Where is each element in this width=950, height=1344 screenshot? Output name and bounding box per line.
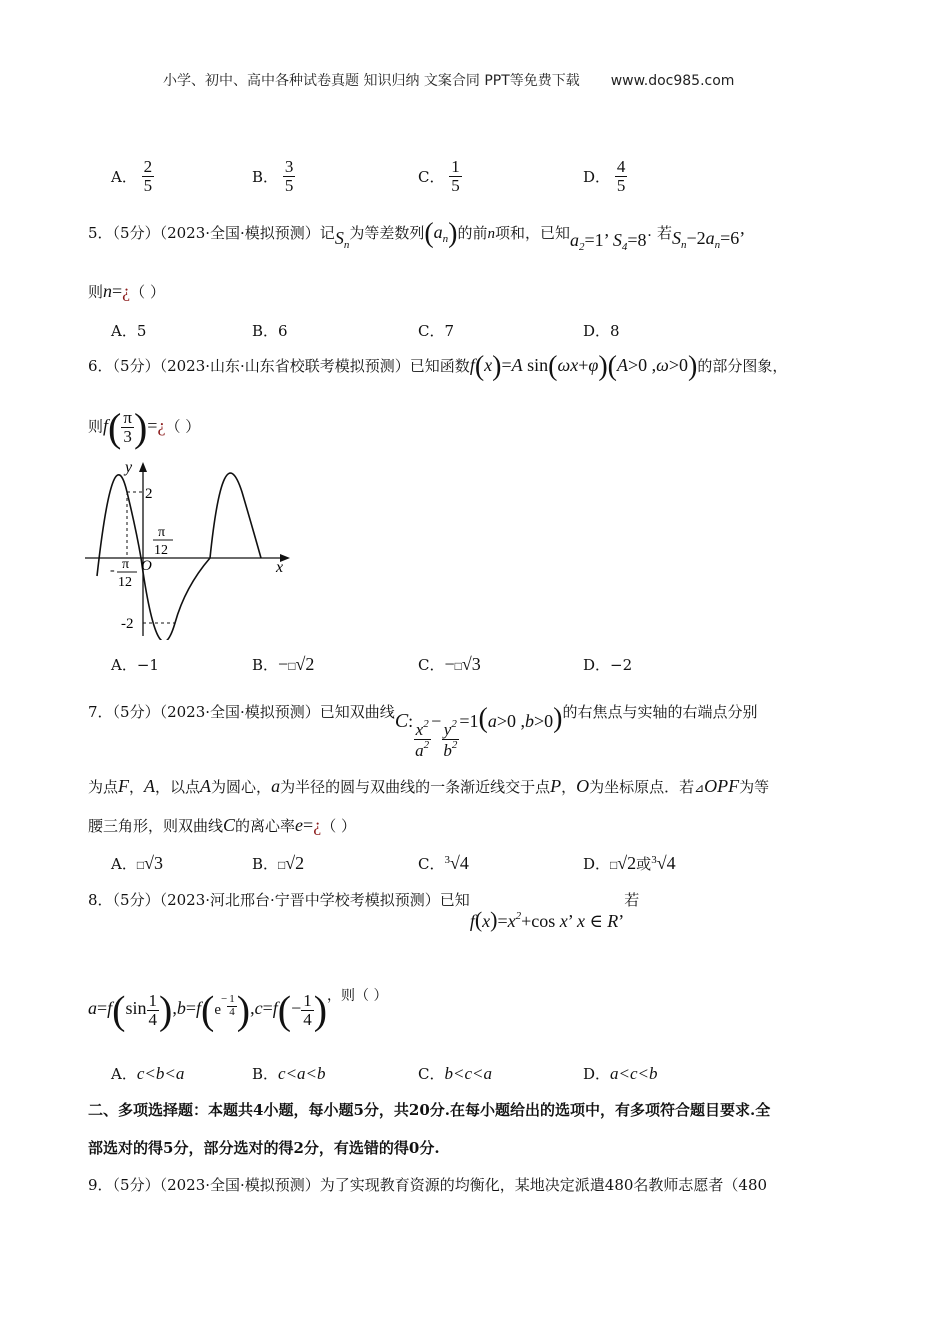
option-math: b<c<a — [444, 1064, 492, 1083]
q7-option-b[interactable]: B．□√2 — [252, 853, 305, 873]
q7-text: 为等 — [739, 778, 770, 796]
q7-text: 为坐标原点．若 — [589, 778, 695, 796]
q7-text: 腰三角形，则双曲线 — [88, 817, 224, 835]
fraction-numerator: 4 — [616, 157, 626, 176]
option-label: C． — [418, 656, 445, 674]
option-label: C． — [418, 167, 445, 186]
q8-then: ，则（ ） — [327, 988, 388, 1004]
q7-line1: 7．（5分）（2023·全国·模拟预测）已知双曲线C: $\frac{x^2}{a^2}$ − $\frac{y^2}{b^2}$ =1(a>0 ,b>0)的右焦点与实轴的右端点分别 — [88, 703, 758, 760]
q5-option-a[interactable]: A．5 — [111, 322, 147, 340]
q7-option-c[interactable]: C．$^3$√4 — [418, 853, 469, 873]
q7-text: 为点 — [88, 778, 119, 796]
q7-option-d[interactable]: D．□√2或$^3$√4 — [583, 853, 676, 873]
option-math: a<c<b — [610, 1064, 658, 1083]
q5-prefix: 5．（5分）（2023·全国·模拟预测）记 — [88, 224, 335, 242]
option-label: C． — [418, 855, 445, 873]
q7-text: 为圆心， — [211, 778, 272, 796]
option-math: c<b<a — [136, 1064, 185, 1083]
or-text: 或 — [636, 855, 652, 873]
q6-sine-graph — [80, 456, 300, 640]
q5-then: 则 — [88, 283, 104, 301]
q4-option-b[interactable] — [252, 158, 295, 195]
y-axis-arrow — [139, 462, 147, 472]
option-label: D． — [583, 1065, 611, 1083]
option-math: c<a<b — [278, 1064, 326, 1083]
option-label: A． — [111, 855, 137, 873]
fraction-denominator: 5 — [451, 175, 460, 195]
fraction-denominator: 5 — [143, 175, 153, 195]
option-label: A． — [111, 1065, 137, 1083]
q7-prefix: 7．（5分）（2023·全国·模拟预测）已知双曲线 — [88, 703, 395, 721]
neg-sign: - — [110, 563, 115, 578]
pi-label: π — [122, 557, 130, 572]
q4-option-d[interactable] — [583, 158, 627, 195]
option-label: B． — [252, 855, 279, 873]
q6-line1: 6．（5分）（2023·山东·山东省校联考模拟预测）已知函数f(x)=A sin(ωx+φ)(A>0 ,ω>0)的部分图象， — [88, 351, 788, 382]
section2-heading-line1: 二、多项选择题：本题共4小题，每小题5分，共20分.在每小题给出的选项中，有多项符合题目要求.全 — [88, 1101, 771, 1119]
q5-option-c[interactable]: C．7 — [418, 322, 455, 340]
q7-text: 为半径的圆与双曲线的一条渐近线交于点 — [280, 778, 551, 796]
twelve-label: 12 — [118, 575, 132, 590]
answer-paren: （ ） — [130, 283, 165, 301]
min-label: -2 — [121, 616, 134, 632]
q7-suffix: 的右焦点与实轴的右端点分别 — [562, 703, 758, 721]
fraction-denominator: 5 — [284, 175, 294, 195]
q5-option-b[interactable]: B．6 — [252, 322, 288, 340]
answer-paren: （ ） — [321, 817, 356, 835]
option-label: B． — [252, 1065, 279, 1083]
q8-option-a[interactable] — [111, 1063, 184, 1084]
q8-line2: a=f(sin $\frac{1}{4}$ ),b=f(e− $\frac{1}{4}$ ),c=f(− $\frac{1}{4}$ )，则（ ） — [88, 987, 388, 1033]
origin-label: O — [141, 558, 152, 574]
q8-prefix: 8．（5分）（2023·河北邢台·宁晋中学校考模拟预测）已知 — [88, 891, 470, 909]
answer-paren: （ ） — [165, 417, 201, 436]
fraction-numerator: 3 — [284, 157, 294, 176]
q6-then: 则 — [88, 417, 104, 436]
option-label: B． — [252, 656, 279, 674]
x-label: x — [276, 559, 284, 576]
y-label: y — [125, 459, 133, 476]
q7-text: ，以点 — [155, 778, 201, 796]
q8-option-d[interactable] — [583, 1063, 658, 1084]
option-label: A． — [111, 167, 137, 186]
option-label: D． — [583, 855, 611, 873]
header-url[interactable]: www.doc985.com — [610, 73, 735, 89]
page-header — [163, 70, 734, 90]
q6-suffix: 的部分图象， — [697, 357, 788, 375]
q6-prefix: 6．（5分）（2023·山东·山东省校联考模拟预测）已知函数 — [88, 357, 470, 375]
max-label: 2 — [145, 486, 153, 502]
q5-text: 项和，已知 — [495, 224, 571, 242]
q5-text: 若 — [656, 224, 672, 242]
q8-option-b[interactable] — [252, 1063, 326, 1084]
section2-heading-line2: 部选对的得5分，部分选对的得2分，有选错的得0分. — [88, 1139, 440, 1157]
q4-option-c[interactable] — [418, 158, 462, 195]
q8-line1: 8．（5分）（2023·河北邢台·宁晋中学校考模拟预测）已知$f(x)=x^2+\cos$ x’ x ∈ R’若 — [88, 891, 640, 932]
header-text: 小学、初中、高中各种试卷真题 知识归纳 文案合同 PPT等免费下载 — [163, 73, 580, 89]
q4-option-a[interactable] — [111, 158, 154, 195]
q5-option-d[interactable]: D．8 — [583, 322, 620, 340]
q5-text: 为等差数列 — [349, 224, 425, 242]
q5-n: n — [487, 226, 495, 242]
q5-line2: 则n=¿（ ） — [88, 281, 165, 301]
fraction-numerator: 2 — [143, 157, 153, 176]
q6-option-a[interactable]: A．−1 — [111, 656, 159, 674]
fraction-denominator: 5 — [616, 175, 626, 195]
q6-line2: 则f( $\frac{\pi}{3}$ )=¿（ ） — [88, 405, 201, 450]
twelve-label: 12 — [154, 543, 168, 558]
q5-text: 的前 — [457, 224, 488, 242]
q7-text: 的离心率 — [235, 817, 296, 835]
fraction-numerator: 1 — [451, 157, 460, 176]
q8-option-c[interactable] — [418, 1063, 492, 1084]
q7-line2: 为点F，A，以点A为圆心，a为半径的圆与双曲线的一条渐近线交于点P，O为坐标原点．若⊿OPF为等 — [88, 776, 770, 796]
q6-option-c[interactable]: C．−□√3 — [418, 654, 481, 674]
pi-label: π — [158, 525, 166, 540]
q5-line1: 5．（5分）（2023·全国·模拟预测）记$S_n$为等差数列$(a_n)$的前n项和，已知$a_2=1$’ $S_4=8˙$ 若$S_n-2a_n=6$’ — [88, 218, 746, 253]
option-label: D． — [583, 167, 611, 186]
q6-option-d[interactable]: D．−2 — [583, 656, 633, 674]
option-label: B． — [252, 167, 279, 186]
q9-line1: 9．（5分）（2023·全国·模拟预测）为了实现教育资源的均衡化，某地决定派遣480名教师志愿者（480 — [88, 1176, 768, 1194]
q7-option-a[interactable]: A．□√3 — [111, 853, 163, 873]
q7-line3: 腰三角形，则双曲线C的离心率e=¿（ ） — [88, 815, 356, 835]
q8-suffix: 若 — [624, 891, 640, 909]
q6-option-b[interactable]: B．−□√2 — [252, 654, 315, 674]
option-label: C． — [418, 1065, 445, 1083]
